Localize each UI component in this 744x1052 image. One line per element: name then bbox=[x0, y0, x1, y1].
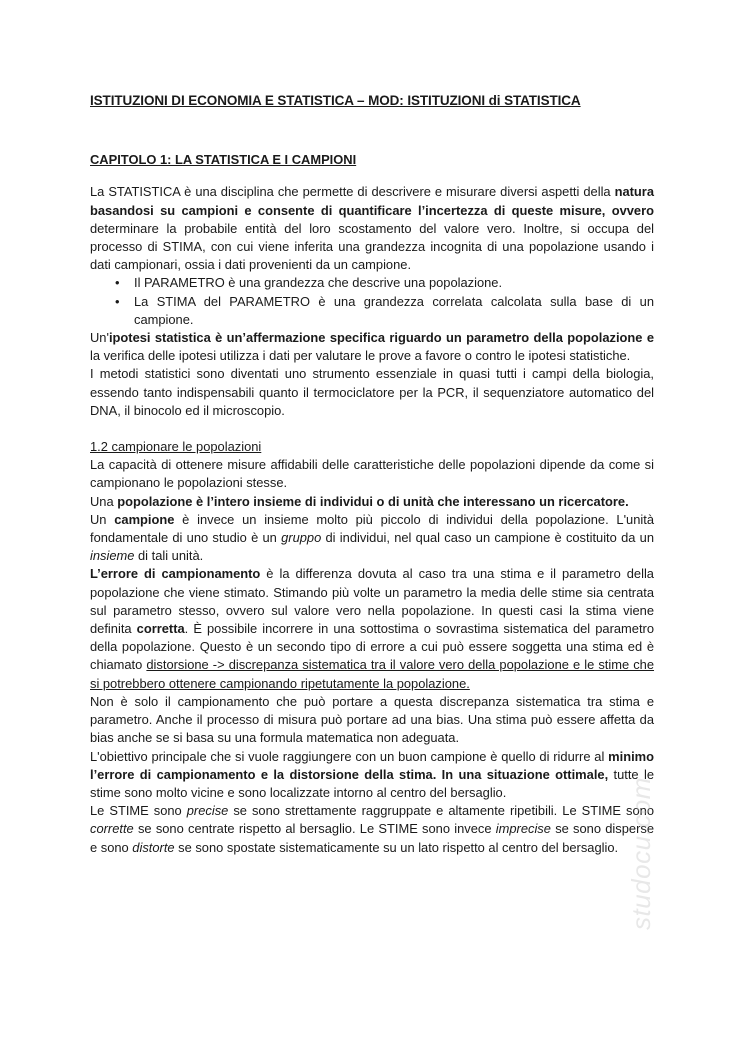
bold-run: popolazione è l’intero insieme di individui o di unità che interessano un ricercatore. bbox=[117, 493, 629, 509]
bullet-icon: • bbox=[115, 293, 120, 309]
text-run: L'obiettivo principale che si vuole raggiungere con un buon campione è quello di ridurre al bbox=[90, 748, 609, 764]
bold-run: ipotesi statistica è un’affermazione specifica riguardo un parametro della popolazione e bbox=[108, 330, 654, 346]
document-body bbox=[90, 92, 654, 857]
bold-run: L’errore di campionamento bbox=[90, 566, 261, 582]
text-run: è la differenza dovuta al caso tra una stima e il parametro della popolazione che viene stimato. Stimando più volte un parametro la media delle stime sia centrata sul parametro stesso, ovvero sul valore vero nella popolazione. In questi casi la stima viene definita bbox=[90, 566, 654, 637]
bold-run: campione bbox=[114, 511, 175, 527]
text-run: Le STIME sono bbox=[90, 803, 187, 819]
text-run: se sono spostate sistematicamente su un lato rispetto al centro del bersaglio. bbox=[174, 839, 619, 855]
paragraph-errore bbox=[90, 565, 654, 692]
italic-run: corrette bbox=[90, 821, 134, 837]
italic-run: distorte bbox=[132, 839, 175, 855]
text-run: La STATISTICA è una disciplina che permette di descrivere e misurare diversi aspetti della bbox=[90, 184, 615, 200]
bullet-list bbox=[90, 274, 654, 329]
paragraph-obiettivo bbox=[90, 748, 654, 803]
list-item-text: La STIMA del PARAMETRO è una grandezza correlata calcolata sulla base di un campione. bbox=[134, 293, 654, 327]
text-run: se sono centrate rispetto al bersaglio. Le STIME sono invece bbox=[133, 821, 496, 837]
bold-run: corretta bbox=[136, 621, 185, 637]
italic-run: precise bbox=[186, 803, 229, 819]
text-run: Un bbox=[90, 511, 115, 527]
bold-run: natura basandosi su campioni e consente di quantificare l’incertezza di queste misure, ovvero bbox=[90, 184, 654, 218]
section-heading: 1.2 campionare le popolazioni bbox=[90, 439, 262, 455]
text-run: se sono strettamente raggruppate e altamente ripetibili. Le STIME sono bbox=[228, 803, 654, 819]
text-run: di tali unità. bbox=[134, 548, 204, 564]
text-run: di individui, nel qual caso un campione è costituito da un bbox=[321, 530, 654, 546]
text-run: Una bbox=[90, 493, 118, 509]
paragraph-campione bbox=[90, 511, 654, 566]
paragraph-capacita: La capacità di ottenere misure affidabili delle caratteristiche delle popolazioni dipende da come si campionano le popolazioni stesse. bbox=[90, 457, 654, 491]
text-run: tutte le stime sono molto vicine e sono localizzate intorno al centro del bersaglio. bbox=[90, 766, 654, 800]
italic-run: imprecise bbox=[495, 821, 551, 837]
text-run: se sono disperse e sono bbox=[90, 821, 654, 855]
watermark: studocu.com bbox=[626, 777, 656, 930]
paragraph-popolazione bbox=[90, 493, 654, 511]
document-title: ISTITUZIONI DI ECONOMIA E STATISTICA – MOD: ISTITUZIONI di STATISTICA bbox=[90, 93, 581, 108]
bullet-icon: • bbox=[115, 275, 120, 291]
text-run: Un' bbox=[90, 330, 109, 346]
text-run: determinare la probabile entità del loro scostamento del valore vero. Inoltre, si occupa del processo di STIMA, con cui viene inferita una grandezza incognita di una popolazione usando i dati campionari, ossia i dati provenienti da un campione. bbox=[90, 220, 654, 273]
text-run: . È possibile incorrere in una sottostima o sovrastima sistematica del parametro della popolazione. Questo è un secondo tipo di errore a cui può essere soggetta una stima ed è chiamato bbox=[90, 621, 654, 673]
list-item bbox=[90, 293, 654, 329]
italic-run: gruppo bbox=[281, 530, 322, 546]
paragraph-metodi: I metodi statistici sono diventati uno strumento essenziale in quasi tutti i campi della biologia, essendo tanto indispensabili quanto il termociclatore per la PCR, il sequenziatore automatico del DNA, il binocolo ed il microscopio. bbox=[90, 366, 654, 418]
text-run: la verifica delle ipotesi utilizza i dati per valutare le prove a favore o contro le ipotesi statistiche. bbox=[90, 348, 631, 364]
italic-run: insieme bbox=[90, 548, 135, 564]
list-item bbox=[90, 274, 654, 292]
underlined-run: distorsione -> discrepanza sistematica tra il valore vero della popolazione e le stime che si potrebbero ottenere campionando ripetutamente la popolazione. bbox=[90, 657, 655, 691]
chapter-heading: CAPITOLO 1: LA STATISTICA E I CAMPIONI bbox=[90, 152, 357, 168]
text-run: è invece un insieme molto più piccolo di individui della popolazione. L'unità fondamentale di uno studio è un bbox=[90, 511, 654, 546]
bold-run: minimo l’errore di campionamento e la distorsione della stima. In una situazione ottimale, bbox=[90, 748, 654, 782]
paragraph-stime bbox=[90, 802, 654, 857]
paragraph-statistica bbox=[90, 183, 654, 274]
list-item-text: Il PARAMETRO è una grandezza che descrive una popolazione. bbox=[134, 275, 503, 291]
paragraph-bias: Non è solo il campionamento che può portare a questa discrepanza sistematica tra stima e parametro. Anche il processo di misura può portare ad una bias. Una stima può essere affetta da bias anche se si basa su una formula matematica non adeguata. bbox=[90, 693, 654, 746]
paragraph-ipotesi bbox=[90, 329, 654, 365]
